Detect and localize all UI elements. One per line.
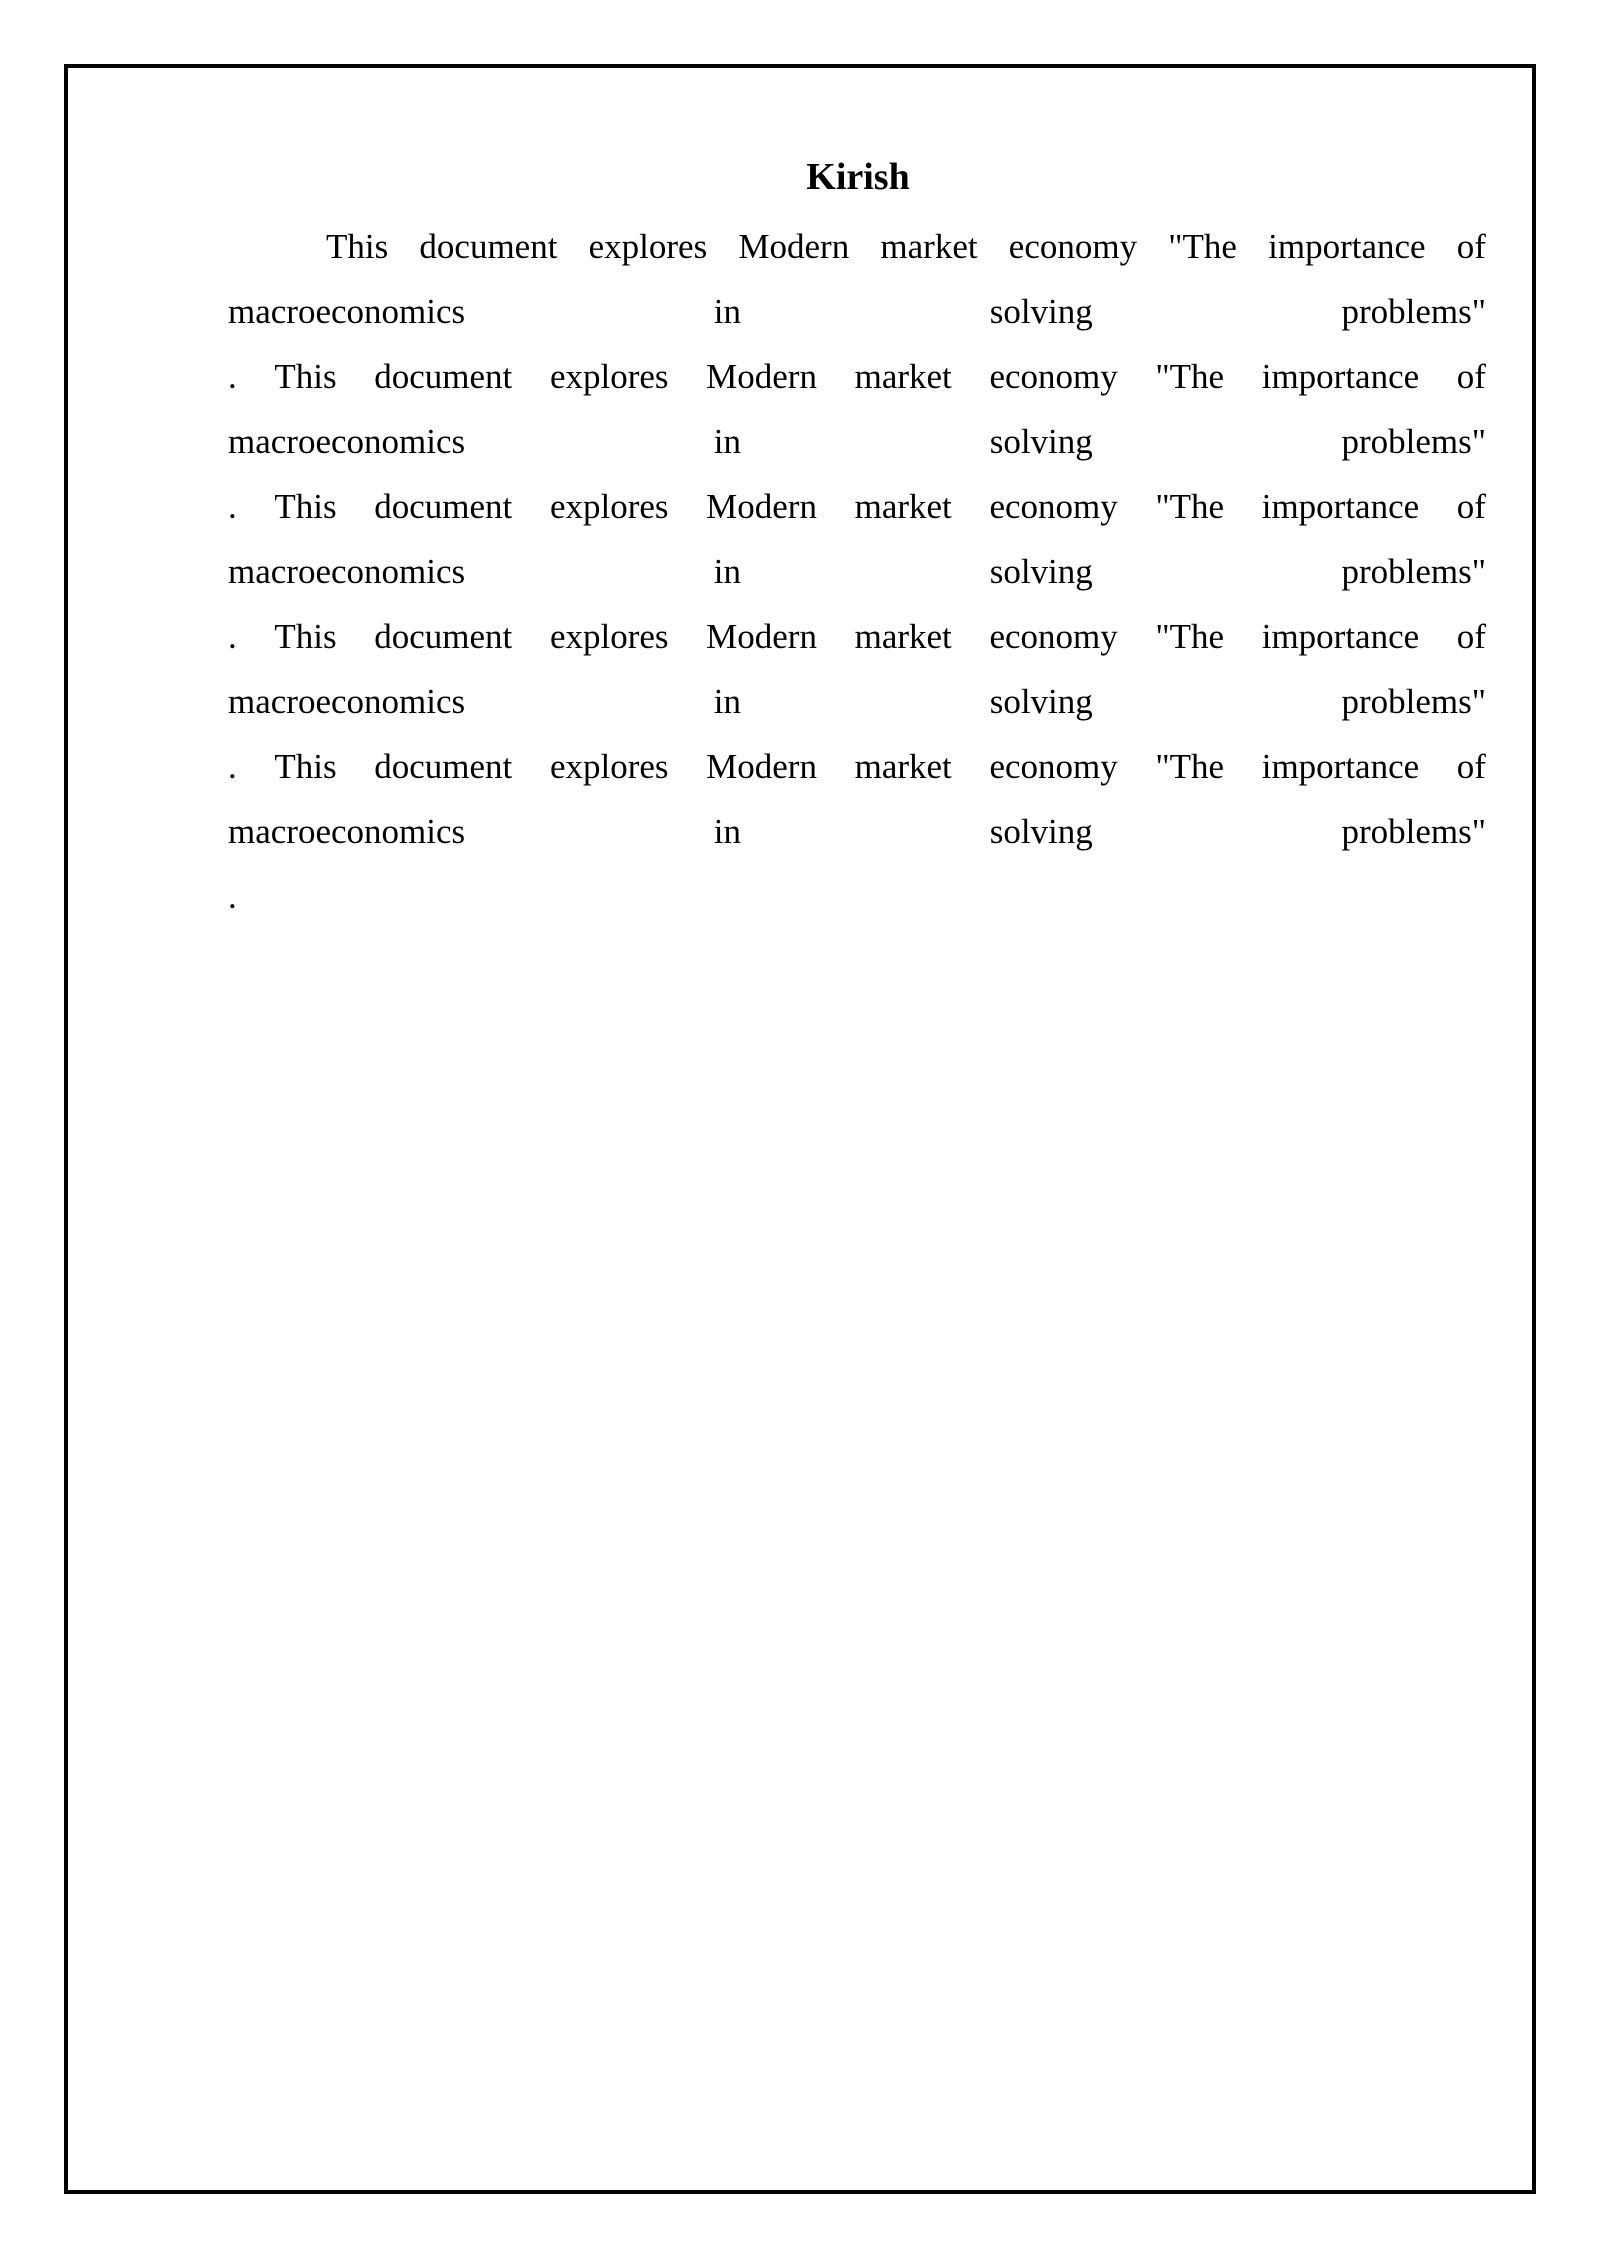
word: This	[326, 227, 389, 266]
word: .	[228, 357, 237, 396]
word: macroeconomics	[228, 682, 466, 721]
word: problems"	[1341, 292, 1486, 331]
word: explores	[549, 617, 669, 656]
word: document	[374, 357, 513, 396]
word: .	[228, 877, 237, 916]
text-line	[228, 867, 1486, 927]
word: .	[228, 487, 237, 526]
word: economy	[1008, 227, 1138, 266]
word: problems"	[1341, 682, 1486, 721]
word: in	[713, 422, 742, 461]
word: "The	[1155, 617, 1225, 656]
word: importance	[1261, 487, 1420, 526]
word: in	[713, 292, 742, 331]
word: This	[274, 617, 337, 656]
word: explores	[549, 357, 669, 396]
word: in	[713, 812, 742, 851]
text-line	[228, 347, 1486, 407]
word: market	[880, 227, 978, 266]
word: problems"	[1341, 422, 1486, 461]
word: .	[228, 747, 237, 786]
word: importance	[1261, 747, 1420, 786]
word: market	[854, 487, 952, 526]
word: importance	[1261, 357, 1420, 396]
word: market	[854, 357, 952, 396]
word: Modern	[706, 487, 817, 526]
word: document	[419, 227, 558, 266]
text-line	[228, 607, 1486, 667]
word: "The	[1155, 357, 1225, 396]
word: Modern	[706, 747, 817, 786]
text-line	[326, 217, 1486, 277]
text-line	[228, 737, 1486, 797]
word: explores	[549, 747, 669, 786]
word: This	[274, 357, 337, 396]
word: Modern	[706, 617, 817, 656]
word: importance	[1268, 227, 1426, 266]
word: of	[1456, 617, 1486, 656]
word: Modern	[738, 227, 850, 266]
word: problems"	[1341, 812, 1486, 851]
word: .	[228, 617, 237, 656]
word: economy	[989, 357, 1118, 396]
word: economy	[989, 617, 1118, 656]
word: explores	[588, 227, 708, 266]
word: of	[1456, 487, 1486, 526]
text-line	[228, 802, 1486, 862]
text-line	[228, 477, 1486, 537]
word: This	[274, 487, 337, 526]
word: This	[274, 747, 337, 786]
word: explores	[549, 487, 669, 526]
word: of	[1456, 357, 1486, 396]
word: market	[854, 617, 952, 656]
word: solving	[989, 812, 1093, 851]
word: market	[854, 747, 952, 786]
word: document	[374, 617, 513, 656]
word: of	[1456, 227, 1486, 266]
word: importance	[1261, 617, 1420, 656]
word: solving	[989, 292, 1093, 331]
word: "The	[1168, 227, 1237, 266]
text-line	[228, 542, 1486, 602]
word: in	[713, 682, 742, 721]
word: in	[713, 552, 742, 591]
word: solving	[989, 552, 1093, 591]
word: macroeconomics	[228, 292, 466, 331]
word: document	[374, 747, 513, 786]
document-title: Kirish	[806, 156, 910, 198]
word: economy	[989, 747, 1118, 786]
word: macroeconomics	[228, 812, 466, 851]
word: "The	[1155, 487, 1225, 526]
text-line	[228, 672, 1486, 732]
word: economy	[989, 487, 1118, 526]
word: solving	[989, 422, 1093, 461]
word: problems"	[1341, 552, 1486, 591]
word: solving	[989, 682, 1093, 721]
word: of	[1456, 747, 1486, 786]
word: document	[374, 487, 513, 526]
word: "The	[1155, 747, 1225, 786]
word: Modern	[706, 357, 817, 396]
text-line	[228, 282, 1486, 342]
word: macroeconomics	[228, 422, 466, 461]
word: macroeconomics	[228, 552, 466, 591]
text-line	[228, 412, 1486, 472]
